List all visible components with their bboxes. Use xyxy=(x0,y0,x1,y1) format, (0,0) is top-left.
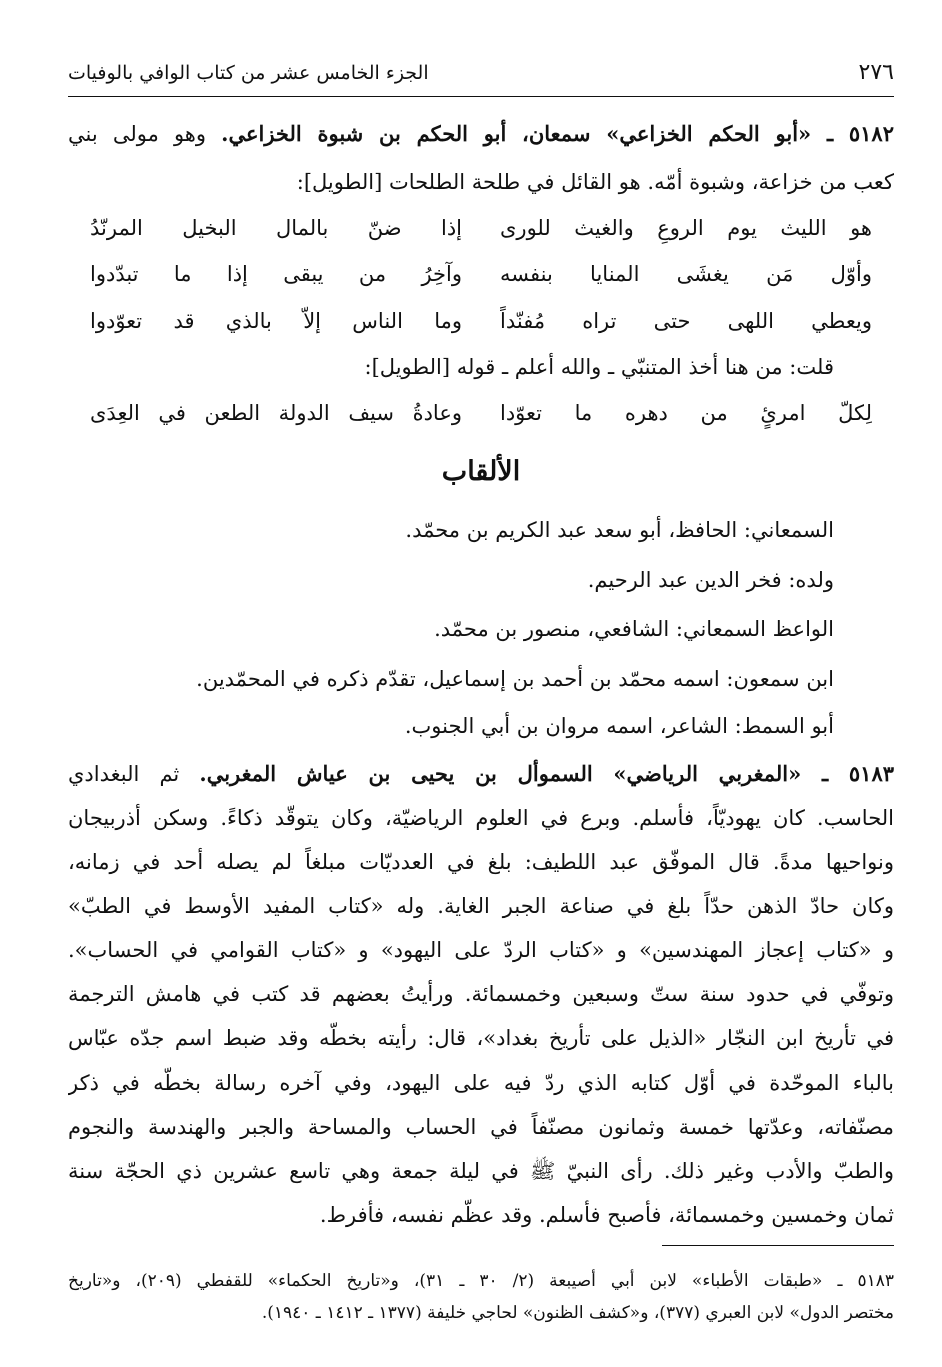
entry-5183-last-line: ثمان وخمسين وخمسمائة، فأصبح فأسلم. وقد عظّم نفسه، فأفرط. xyxy=(319,1203,894,1227)
mutanabbi-verse-first: لِكلّ امرئٍ من دهره ما تعوّدا xyxy=(500,401,872,425)
mutanabbi-note: قلت: من هنا أخذ المتنبّي ـ والله أعلم ـ قوله [الطويل]: xyxy=(364,355,834,379)
verse-3-first: ويعطي اللهى حتى تراه مُفنّداً xyxy=(500,309,872,333)
entry-5183-line: ونواحيها مدةً. قال الموفّق عبد اللطيف: بلغ في العدديّات مبلغاً لم يصله أحد في زمانه، xyxy=(68,850,894,874)
entry-5182-title: ٥١٨٢ ـ «أبو الحكم الخزاعي» سمعان، أبو الحكم بن شبوة الخزاعي. xyxy=(221,121,894,146)
entry-5183-line: مصنّفاته، وعدّتها خمسة وثمانون مصنّفاً في الحساب والمساحة والجبر والهندسة والنجوم xyxy=(68,1115,894,1139)
entry-5183-line1-rest: ثم البغدادي xyxy=(68,762,180,786)
entry-5183-title: ٥١٨٣ ـ «المغربي الرياضي» السموأل بن يحيى بن عياش المغربي. xyxy=(199,761,894,786)
verse-2-first: وأوّل مَن يغشَى المنايا بنفسه xyxy=(500,262,872,286)
entry-5183-line: في تأريخ ابن النجّار «الذيل على تأريخ بغداد»، قال: رأيته بخطّه وقد ضبط اسم جدّه عبّاس xyxy=(68,1026,894,1050)
running-header xyxy=(68,56,894,97)
entry-5183-line: بالباء الموحّدة في أوّل كتابه الذي ردّ فيه على اليهود، وفي آخره رسالة بخطّه في ذكر xyxy=(68,1071,894,1095)
verse-1 xyxy=(90,208,872,248)
book-page xyxy=(68,0,894,1367)
entry-5183-line: و «كتاب إعجاز المهندسين» و «كتاب الردّ على اليهود» و «كتاب القوامي في الحساب». xyxy=(68,938,894,962)
entry-5183-line: والطبّ والأدب وغير ذلك. رأى النبيّ ﷺ في ليلة جمعة وهي تاسع عشرين ذي الحجّة سنة xyxy=(68,1159,894,1183)
entry-5183-line: وكان حادّ الذهن حدّاً بلغ في صناعة الجبر الغاية. وله «كتاب المفيد الأوسط في الطبّ» xyxy=(68,894,894,918)
mutanabbi-verse xyxy=(90,393,872,433)
entry-5182-heading-line xyxy=(68,114,894,154)
alqab-item: ولده: فخر الدين عبد الرحيم. xyxy=(587,568,834,592)
entry-5182-line2: كعب من خزاعة، وشبوة أمّه. هو القائل في طلحة الطلحات [الطويل]: xyxy=(296,170,894,194)
footnote-line-1: ٥١٨٣ ـ «طبقات الأطباء» لابن أبي أصيبعة (٢/ ٣٠ ـ ٣١)، و«تاريخ الحكماء» للقفطي (٢٠٩)، و«تاريخ xyxy=(68,1271,894,1291)
page-number: ٢٧٦ xyxy=(858,60,894,85)
section-heading-alqab: الألقاب xyxy=(441,456,521,487)
entry-5183-line: وتوفّي في حدود سنة ستّ وسبعين وخمسمائة. ورأيتُ بعضهم قد كتب في هامش الترجمة xyxy=(68,982,894,1006)
verse-3 xyxy=(90,301,872,341)
running-title: الجزء الخامس عشر من كتاب الوافي بالوفيات xyxy=(68,62,429,84)
verse-2-second: وآخِرُ من يبقى إذا ما تبدّدوا xyxy=(90,262,462,286)
alqab-item: أبو السمط: الشاعر، اسمه مروان بن أبي الجنوب. xyxy=(404,714,834,738)
entry-5182-line1-rest: وهو مولى بني xyxy=(68,122,207,146)
entry-5183-heading-line xyxy=(68,754,894,794)
verse-1-second: إذا ضنّ بالمال البخيل المرنّدُ xyxy=(90,216,462,240)
footnote-separator xyxy=(662,1245,894,1246)
alqab-item: ابن سمعون: اسمه محمّد بن أحمد بن إسماعيل، تقدّم ذكره في المحمّدين. xyxy=(196,667,834,691)
mutanabbi-verse-second: وعادةُ سيف الدولة الطعن في العِدَى xyxy=(90,401,462,425)
footnote-line-2: مختصر الدول» لابن العبري (٣٧٧)، و«كشف الظنون» لحاجي خليفة (١٣٧٧ ـ ١٤١٢ ـ ١٩٤٠). xyxy=(261,1303,894,1323)
verse-1-first: هو الليث يوم الروعِ والغيث للورى xyxy=(500,216,872,240)
verse-2 xyxy=(90,254,872,294)
alqab-item: السمعاني: الحافظ، أبو سعد عبد الكريم بن محمّد. xyxy=(405,518,834,542)
verse-3-second: وما الناس إلاّ بالذي قد تعوّدوا xyxy=(90,309,462,333)
alqab-item: الواعظ السمعاني: الشافعي، منصور بن محمّد. xyxy=(434,617,834,641)
entry-5183-line: الحاسب. كان يهوديّاً، فأسلم. وبرع في العلوم الرياضيّة، وكان يتوقّد ذكاءً. وسكن أذربيجان xyxy=(68,806,894,830)
